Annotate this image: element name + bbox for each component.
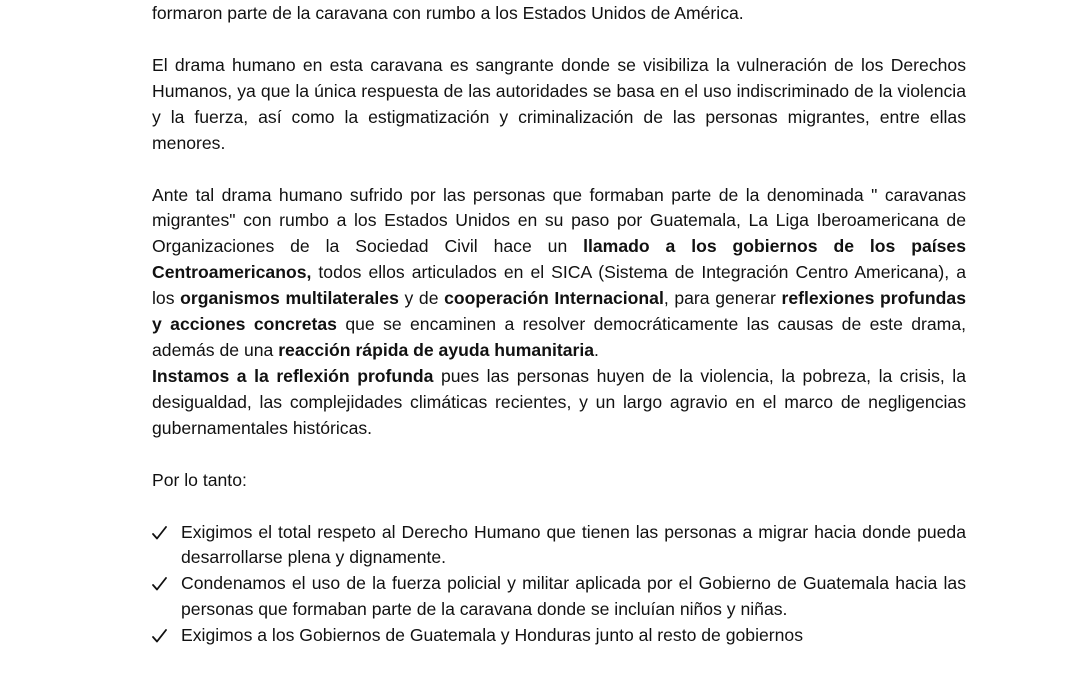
bold-text-run: Instamos a la reflexión profunda xyxy=(152,365,434,386)
paragraph-fragment xyxy=(152,1,966,27)
paragraph-por-lo-tanto: Por lo tanto: xyxy=(152,469,247,490)
text-run: todos ellos articulados en el SICA (Sistema de Integración Centro Americana), a los xyxy=(152,262,966,309)
paragraph-instamos xyxy=(152,364,966,442)
check-icon xyxy=(152,520,170,546)
text-run: que se encaminen a resolver democráticamente las causas de este drama, además de una xyxy=(152,314,966,360)
list-item xyxy=(152,623,966,649)
check-icon xyxy=(152,571,170,597)
paragraph-llamado xyxy=(152,183,966,364)
bold-text-run: reflexiones profundas y acciones concretas xyxy=(152,288,966,335)
text-run: , para generar xyxy=(663,288,782,309)
text-run: Ante tal drama humano sufrido por las personas que formaban parte de la denominada " caravanas migrantes" con rumbo a los Estados Unidos en su paso por Guatemala, La Liga Iberoamericana de Organizaciones de la Sociedad Civil hace un xyxy=(152,184,966,257)
text-run: pues las personas huyen de la violencia, la pobreza, la crisis, la desigualdad, las complejidades climáticas recientes, y un largo agravio en el marco de negligencias gubernamentales históricas. xyxy=(152,365,966,438)
document-body xyxy=(152,1,966,649)
list-item-text: Exigimos a los Gobiernos de Guatemala y Honduras junto al resto de gobiernos xyxy=(181,625,803,646)
list-item-text: Condenamos el uso de la fuerza policial y militar aplicada por el Gobierno de Guatemala hacia las personas que formaban parte de la caravana donde se incluían niños y niñas. xyxy=(181,573,966,620)
list-item xyxy=(152,520,966,572)
list-item xyxy=(152,571,966,623)
bold-text-run: llamado a los gobiernos de los países Centroamericanos, xyxy=(152,236,966,283)
list-item-text: Exigimos el total respeto al Derecho Humano que tienen las personas a migrar hacia donde pueda desarrollarse plena y dignamente. xyxy=(181,521,966,568)
paragraph-drama-humano: El drama humano en esta caravana es sangrante donde se visibiliza la vulneración de los Derechos Humanos, ya que la única respuesta de las autoridades se basa en el uso indiscriminado de la violencia y la fuerza, así como la estigmatización y criminalización de las personas migrantes, entre ellas menores. xyxy=(152,54,966,153)
text-run: y de xyxy=(398,288,445,309)
text-run: formaron parte de la caravana con rumbo a los Estados Unidos de América. xyxy=(152,3,744,23)
text-run: . xyxy=(594,339,599,360)
bold-text-run: organismos multilaterales xyxy=(180,288,399,309)
bold-text-run: reacción rápida de ayuda humanitaria xyxy=(278,339,595,360)
bold-text-run: cooperación Internacional xyxy=(444,288,664,309)
check-icon xyxy=(152,623,170,649)
demands-list xyxy=(152,520,966,650)
